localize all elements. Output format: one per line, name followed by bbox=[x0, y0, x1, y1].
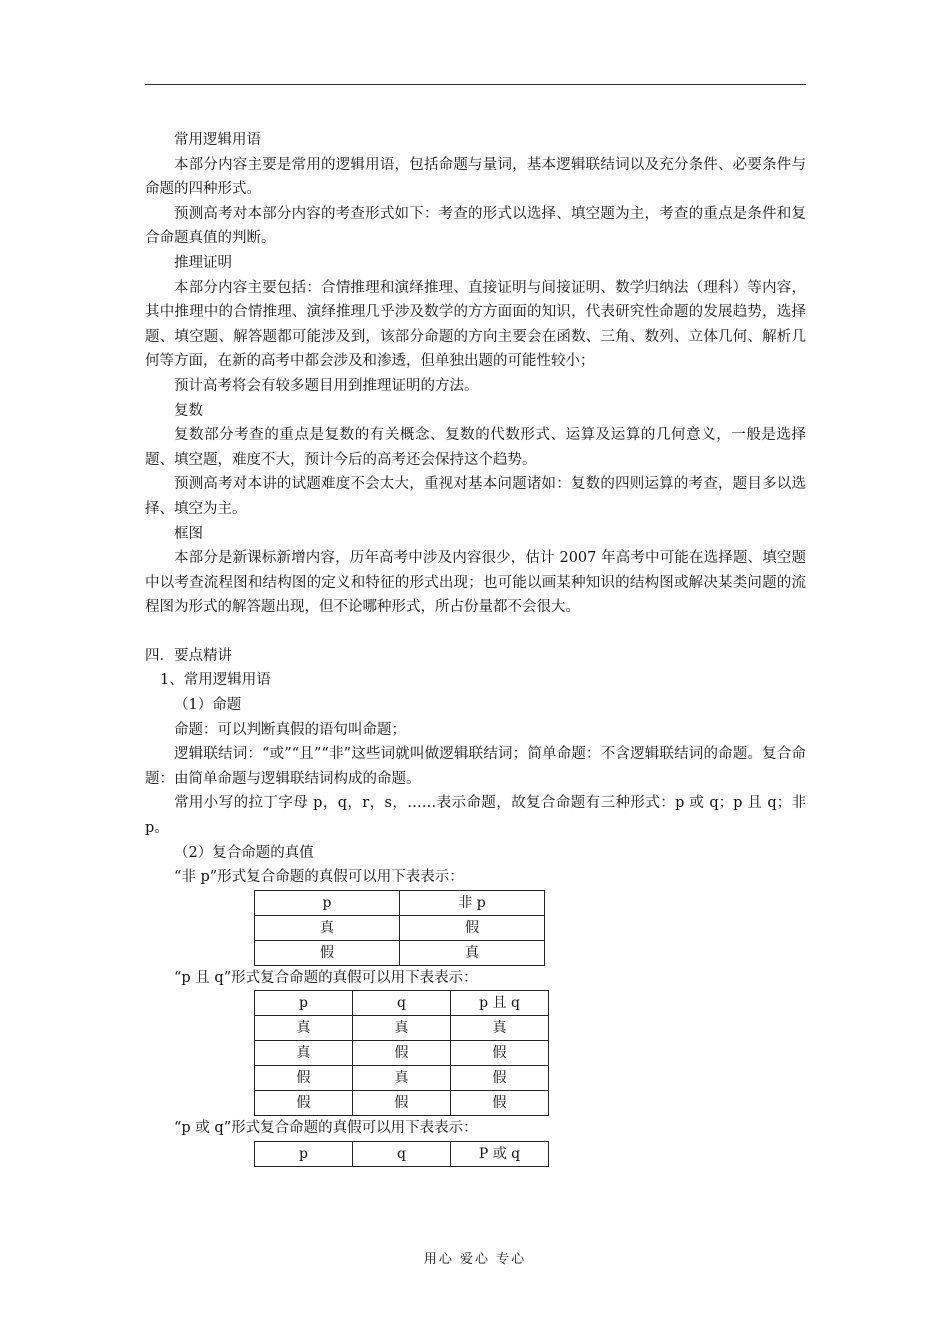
item-title: （2）复合命题的真值 bbox=[174, 844, 314, 861]
header-rule bbox=[145, 84, 806, 85]
truth-table-not bbox=[254, 890, 545, 966]
table-row bbox=[255, 1016, 549, 1041]
table-cell: 真 bbox=[255, 1016, 353, 1041]
table-cell: 假 bbox=[255, 1066, 353, 1091]
table-cell: q bbox=[353, 1142, 451, 1167]
paragraph: 常用小写的拉丁字母 p，q，r，s，……表示命题，故复合命题有三种形式：p 或 q；p 且 q；非 p。 bbox=[145, 795, 806, 837]
table-cell: 假 bbox=[353, 1041, 451, 1066]
table-cell: 真 bbox=[255, 915, 400, 940]
table-cell: 假 bbox=[451, 1066, 549, 1091]
table-cell: q bbox=[353, 991, 451, 1016]
table-cell: 真 bbox=[451, 1016, 549, 1041]
subsection-title: 1、常用逻辑用语 bbox=[160, 672, 271, 689]
table-row bbox=[255, 915, 545, 940]
table-row bbox=[255, 991, 549, 1016]
table-cell: 真 bbox=[353, 1066, 451, 1091]
table-row bbox=[255, 940, 545, 965]
paragraph: 预测高考对本讲的试题难度不会太大，重视对基本问题诸如：复数的四则运算的考查，题目多以选择、填空为主。 bbox=[145, 476, 806, 517]
paragraph: 预计高考将会有较多题目用到推理证明的方法。 bbox=[174, 377, 479, 394]
section-heading: 框图 bbox=[174, 525, 203, 542]
table-cell: 假 bbox=[451, 1041, 549, 1066]
table-cell: p bbox=[255, 1142, 353, 1167]
page-footer: 用心 爱心 专心 bbox=[423, 1252, 527, 1267]
table-cell: 真 bbox=[255, 1041, 353, 1066]
table-row bbox=[255, 1041, 549, 1066]
table-cell: 假 bbox=[255, 1091, 353, 1116]
table-cell: 假 bbox=[451, 1091, 549, 1116]
truth-table-or bbox=[254, 1141, 549, 1167]
table-cell: 真 bbox=[353, 1016, 451, 1041]
table-cell: p bbox=[255, 890, 400, 915]
paragraph: 本部分是新课标新增内容，历年高考中涉及内容很少，估计 2007 年高考中可能在选择题、填空题中以考查流程图和结构图的定义和特征的形式出现；也可能以画某种知识的结构图或解决某类问题的流程图为形式的解答题出现，但不论哪种形式，所占份量都不会很大。 bbox=[145, 550, 806, 616]
table-caption: “非 p”形式复合命题的真假可以用下表表示： bbox=[174, 869, 464, 886]
table-cell: 假 bbox=[353, 1091, 451, 1116]
item-title: （1）命题 bbox=[174, 697, 242, 714]
table-cell: 非 p bbox=[400, 890, 545, 915]
paragraph: 命题：可以判断真假的语句叫命题； bbox=[174, 721, 406, 738]
table-cell: p bbox=[255, 991, 353, 1016]
paragraph: 逻辑联结词：“或”“且”“非”这些词就叫做逻辑联结词；简单命题：不含逻辑联结词的命题。复合命题：由简单命题与逻辑联结词构成的命题。 bbox=[145, 746, 806, 787]
table-row bbox=[255, 890, 545, 915]
paragraph: 本部分内容主要包括：合情推理和演绎推理、直接证明与间接证明、数学归纳法（理科）等内容，其中推理中的合情推理、演绎推理几乎涉及数学的方方面面的知识，代表研究性命题的发展趋势，选择题、填空题、解答题都可能涉及到，该部分命题的方向主要会在函数、三角、数列、立体几何、解析几何等方面，在新的高考中都会涉及和渗透，但单独出题的可能性较小； bbox=[145, 279, 806, 370]
table-cell: 假 bbox=[400, 915, 545, 940]
part-title: 四．要点精讲 bbox=[145, 647, 232, 664]
table-row bbox=[255, 1066, 549, 1091]
document-body bbox=[145, 128, 806, 1167]
paragraph: 复数部分考查的重点是复数的有关概念、复数的代数形式、运算及运算的几何意义，一般是选择题、填空题，难度不大，预计今后的高考还会保持这个趋势。 bbox=[145, 427, 806, 468]
section-heading: 推理证明 bbox=[174, 254, 232, 271]
table-cell: 真 bbox=[400, 940, 545, 965]
table-row bbox=[255, 1142, 549, 1167]
section-heading: 常用逻辑用语 bbox=[174, 132, 261, 148]
section-heading: 复数 bbox=[174, 402, 203, 419]
truth-table-and bbox=[254, 990, 549, 1116]
table-caption: “p 或 q”形式复合命题的真假可以用下表表示： bbox=[174, 1120, 478, 1137]
table-row bbox=[255, 1091, 549, 1116]
table-cell: 假 bbox=[255, 940, 400, 965]
table-cell: p 且 q bbox=[451, 991, 549, 1016]
paragraph: 预测高考对本部分内容的考查形式如下：考查的形式以选择、填空题为主，考查的重点是条件和复合命题真值的判断。 bbox=[145, 205, 806, 247]
table-caption: “p 且 q”形式复合命题的真假可以用下表表示： bbox=[174, 969, 478, 986]
paragraph: 本部分内容主要是常用的逻辑用语，包括命题与量词，基本逻辑联结词以及充分条件、必要条件与命题的四种形式。 bbox=[145, 156, 806, 198]
table-cell: P 或 q bbox=[451, 1142, 549, 1167]
